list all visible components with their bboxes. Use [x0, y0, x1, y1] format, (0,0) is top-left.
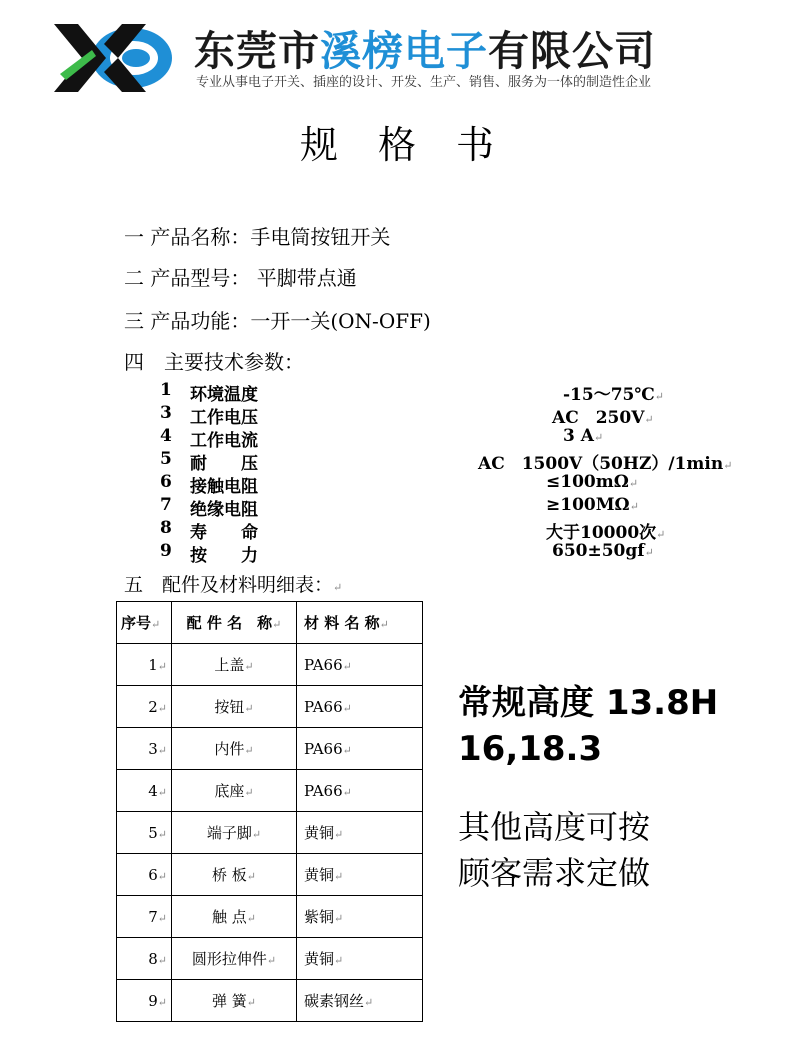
param-num: 9 [160, 541, 172, 561]
cell-part: 触 点↵ [172, 896, 297, 938]
table-row [117, 686, 423, 728]
param-num: 6 [160, 472, 172, 492]
param-value: AC 1500V（50HZ）/1min↵ [478, 454, 733, 474]
header-material: 材 料 名 称↵ [297, 602, 423, 644]
cell-index: 3↵ [117, 728, 172, 770]
company-tagline: 专业从事电子开关、插座的设计、开发、生产、销售、服务为一体的制造性企业 [196, 75, 652, 90]
cell-material: PA66↵ [297, 686, 423, 728]
param-name: 环境温度 [190, 385, 258, 405]
param-value: ≥100MΩ↵ [546, 495, 639, 515]
company-logo [44, 14, 178, 100]
header-part-name: 配 件 名 称↵ [172, 602, 297, 644]
section-tech-params-title: 四 主要技术参数： [124, 350, 304, 374]
cell-material: PA66↵ [297, 770, 423, 812]
product-model-line: 二 产品型号： 平脚带点通 [124, 266, 357, 290]
table-row [117, 812, 423, 854]
cell-index: 5↵ [117, 812, 172, 854]
cell-material: PA66↵ [297, 644, 423, 686]
param-num: 3 [160, 403, 172, 423]
param-name: 工作电流 [190, 431, 258, 451]
cell-part: 桥 板↵ [172, 854, 297, 896]
standard-height-line: 常规高度 13.8H [458, 683, 719, 723]
param-name: 耐 压 [190, 454, 258, 474]
custom-height-line: 其他高度可按 [458, 808, 651, 846]
standard-height-line: 16,18.3 [458, 729, 603, 769]
cell-index: 9↵ [117, 980, 172, 1022]
cell-material: 黄铜↵ [297, 938, 423, 980]
table-row [117, 854, 423, 896]
cell-part: 端子脚↵ [172, 812, 297, 854]
table-row [117, 980, 423, 1022]
cell-index: 1↵ [117, 644, 172, 686]
param-name: 绝缘电阻 [190, 500, 258, 520]
cell-part: 底座↵ [172, 770, 297, 812]
cell-material: 紫铜↵ [297, 896, 423, 938]
document-title: 规格书 [300, 123, 535, 167]
cell-part: 弹 簧↵ [172, 980, 297, 1022]
table-row [117, 938, 423, 980]
param-name: 按 力 [190, 546, 258, 566]
table-row [117, 644, 423, 686]
param-value: 大于10000次↵ [546, 523, 666, 543]
cell-index: 7↵ [117, 896, 172, 938]
param-value: ≤100mΩ↵ [546, 472, 639, 492]
company-name: 东莞市溪榜电子有限公司 [194, 27, 656, 75]
param-num: 5 [160, 449, 172, 469]
param-num: 8 [160, 518, 172, 538]
custom-height-note [458, 804, 650, 896]
cell-part: 圆形拉伸件↵ [172, 938, 297, 980]
header-index: 序号↵ [117, 602, 172, 644]
cell-part: 按钮↵ [172, 686, 297, 728]
param-num: 7 [160, 495, 172, 515]
param-value: 3 A↵ [563, 426, 604, 446]
table-header-row [117, 602, 423, 644]
param-value: -15～75℃↵ [563, 385, 664, 405]
param-name: 工作电压 [190, 408, 258, 428]
param-value: 650±50gf↵ [552, 541, 654, 561]
param-name: 接触电阻 [190, 477, 258, 497]
cell-part: 内件↵ [172, 728, 297, 770]
cell-index: 6↵ [117, 854, 172, 896]
cell-index: 2↵ [117, 686, 172, 728]
param-value: AC 250V↵ [552, 408, 654, 428]
parts-materials-table [116, 601, 423, 1022]
table-row [117, 896, 423, 938]
standard-height-note [458, 680, 718, 772]
product-name-line: 一 产品名称：手电筒按钮开关 [124, 225, 391, 249]
cell-material: PA66↵ [297, 728, 423, 770]
cell-index: 8↵ [117, 938, 172, 980]
param-num: 1 [160, 380, 172, 400]
table-row [117, 728, 423, 770]
cell-material: 黄铜↵ [297, 812, 423, 854]
cell-part: 上盖↵ [172, 644, 297, 686]
cell-material: 碳素钢丝↵ [297, 980, 423, 1022]
cell-index: 4↵ [117, 770, 172, 812]
cell-material: 黄铜↵ [297, 854, 423, 896]
product-function-line: 三 产品功能：一开一关(ON-OFF) [124, 309, 431, 333]
param-name: 寿 命 [190, 523, 258, 543]
table-row [117, 770, 423, 812]
param-num: 4 [160, 426, 172, 446]
custom-height-line: 顾客需求定做 [458, 854, 651, 892]
section-parts-title: 五 配件及材料明细表：↵ [124, 574, 343, 596]
